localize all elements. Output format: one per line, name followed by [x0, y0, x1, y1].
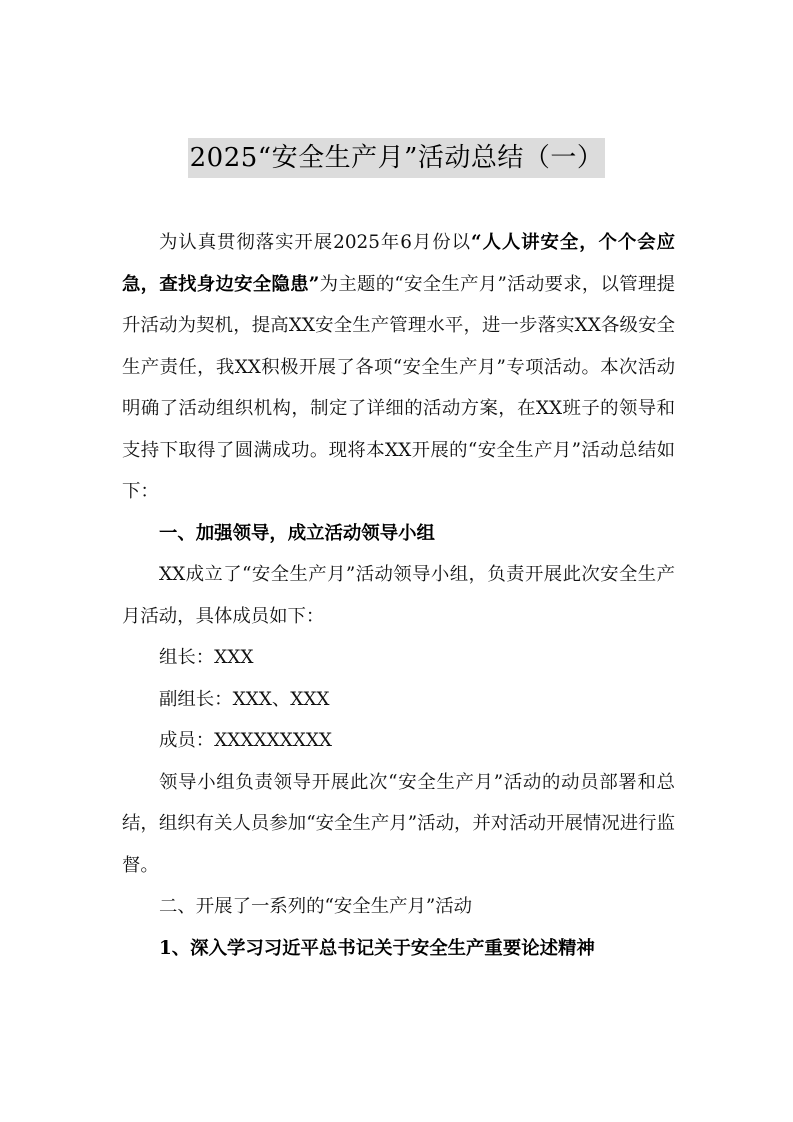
- members-line: 成员：XXXXXXXXX: [159, 730, 333, 751]
- section1-duty-paragraph: 领导小组负责领导开展此次“安全生产月”活动的动员部署和总结，组织有关人员参加“安全生产月”活动，并对活动开展情况进行监督。: [122, 771, 675, 876]
- leader-line: 组长：XXX: [159, 647, 254, 668]
- section2-subheading: 1、深入学习习近平总书记关于安全生产重要论述精神: [159, 937, 595, 959]
- section1-paragraph: XX成立了“安全生产月”活动领导小组，负责开展此次安全生产月活动，具体成员如下：: [122, 564, 675, 627]
- intro-theme-bold: “人人讲安全，个个会应急，查找身边安全隐患”: [122, 232, 675, 295]
- intro-text-start: 为认真贯彻落实开展2025年6月份以: [159, 232, 471, 253]
- document-title: 2025“安全生产月”活动总结（一）: [188, 138, 606, 178]
- section2-heading: 二、开展了一系列的“安全生产月”活动: [159, 896, 473, 917]
- deputy-line: 副组长：XXX、XXX: [159, 688, 330, 710]
- intro-text-rest: 为主题的“安全生产月”活动要求，以管理提升活动为契机，提高XX安全生产管理水平，进一步落实XX各级安全生产责任，我XX积极开展了各项“安全生产月”专项活动。本次活动明确了活动组织机构，制定了详细的活动方案，在XX班子的领导和支持下取得了圆满成功。现将本XX开展的“安全生产月”活动总结如下：: [122, 273, 675, 502]
- intro-paragraph: [122, 222, 675, 513]
- title-container: [0, 138, 793, 178]
- section1-heading: 一、加强领导，成立活动领导小组: [159, 522, 435, 544]
- document-body: [122, 222, 675, 969]
